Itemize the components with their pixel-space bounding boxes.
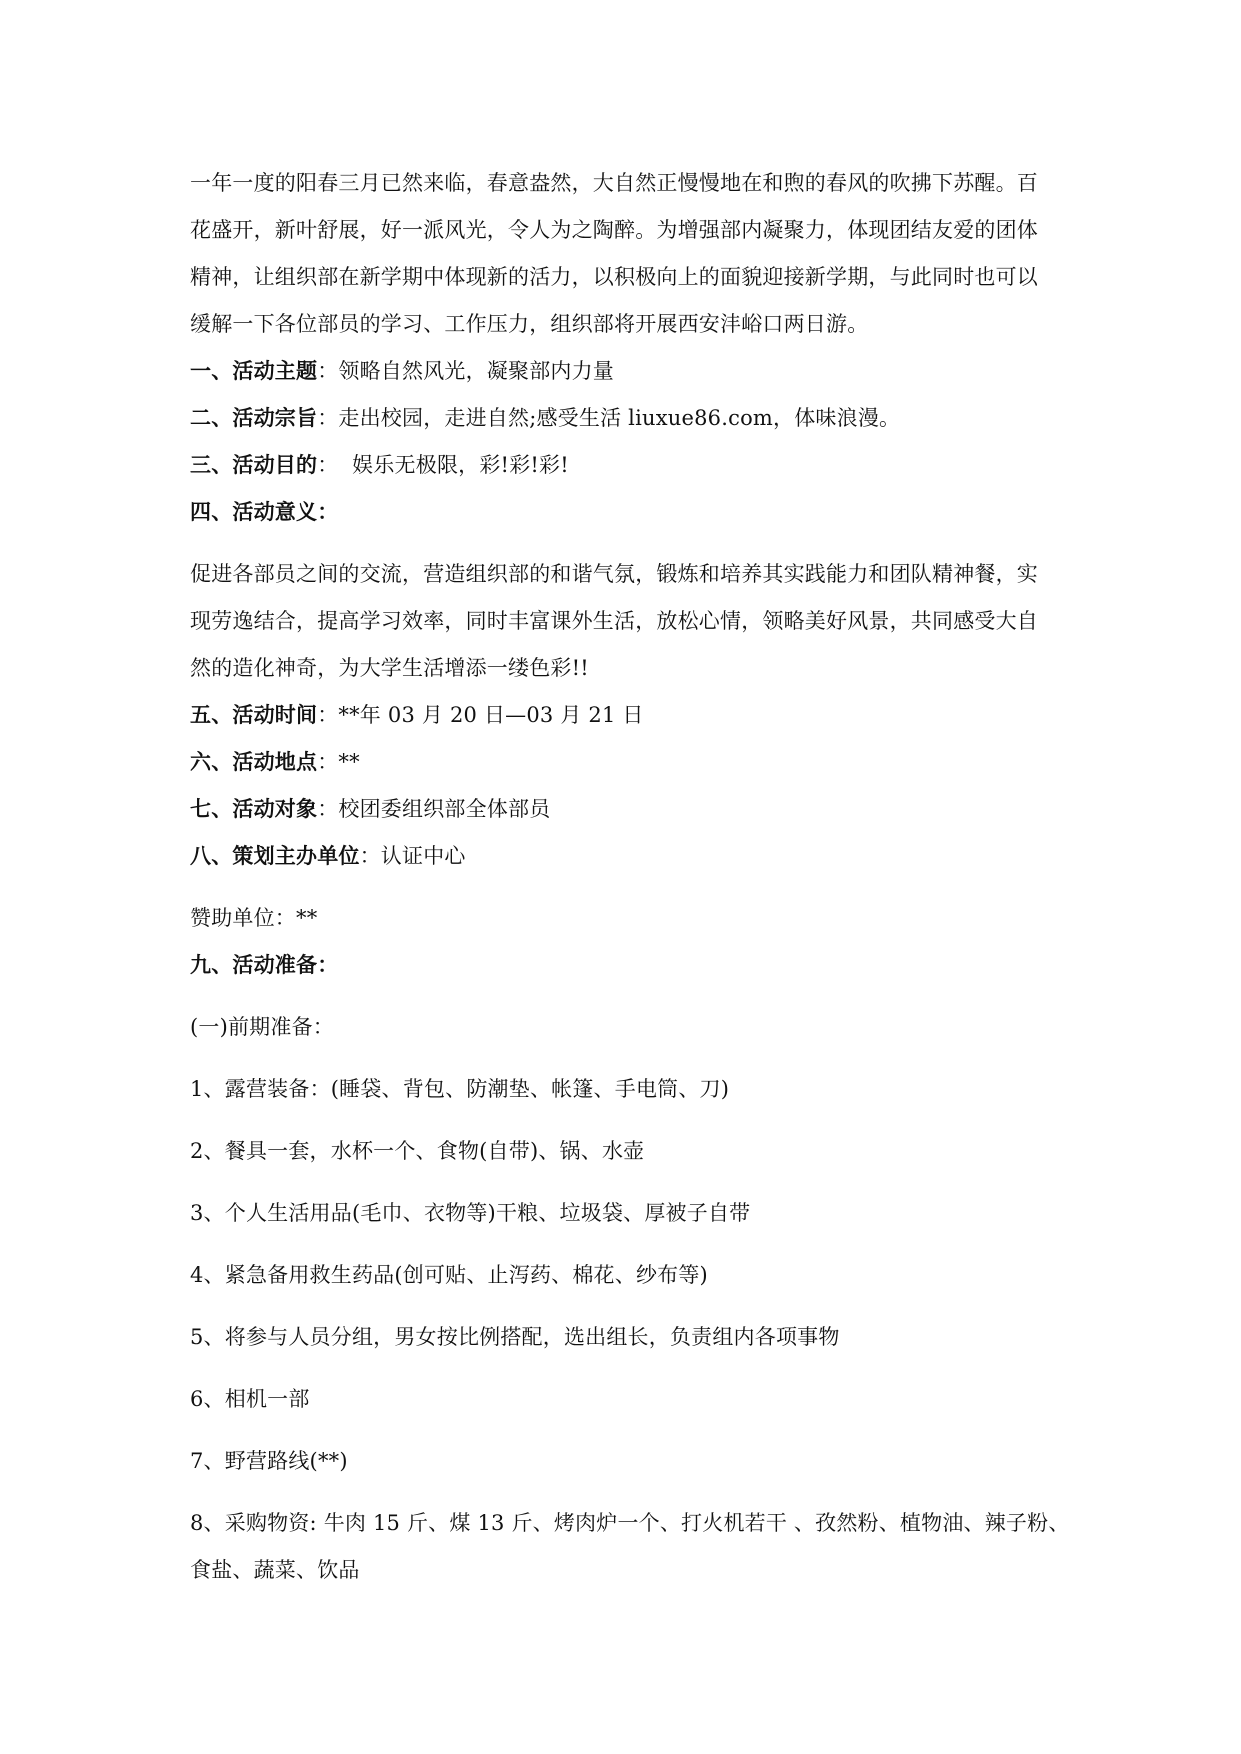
intro-line: 精神，让组织部在新学期中体现新的活力，以积极向上的面貌迎接新学期，与此同时也可以 xyxy=(190,265,1038,289)
sponsor-line: 赞助单位：** xyxy=(190,906,318,930)
section-label: 九、活动准备： xyxy=(190,953,339,977)
section-theme xyxy=(190,357,614,385)
prep-item: 2、餐具一套，水杯一个、食物(自带)、锅、水壶 xyxy=(190,1139,645,1163)
section-label: 五、活动时间 xyxy=(190,703,318,727)
meaning-line: 然的造化神奇，为大学生活增添一缕色彩!! xyxy=(190,656,589,680)
section-label: 三、活动目的 xyxy=(190,453,318,477)
section-label: 六、活动地点 xyxy=(190,750,318,774)
section-label: 二、活动宗旨 xyxy=(190,406,318,430)
section-value: ：**年 03 月 20 日—03 月 21 日 xyxy=(317,703,644,727)
section-label: 七、活动对象 xyxy=(190,797,318,821)
prep-item: 4、紧急备用救生药品(创可贴、止泻药、棉花、纱布等) xyxy=(190,1263,708,1287)
prep-item: 3、个人生活用品(毛巾、衣物等)干粮、垃圾袋、厚被子自带 xyxy=(190,1201,751,1225)
intro-line: 缓解一下各位部员的学习、工作压力，组织部将开展西安沣峪口两日游。 xyxy=(190,312,869,336)
section-label: 一、活动主题 xyxy=(190,359,318,383)
prep-item: 5、将参与人员分组，男女按比例搭配，选出组长，负责组内各项事物 xyxy=(190,1325,840,1349)
section-label: 四、活动意义： xyxy=(190,500,339,524)
prep-item: 7、野营路线(**) xyxy=(190,1449,348,1473)
section-label: 八、策划主办单位 xyxy=(190,844,360,868)
section-goal xyxy=(190,451,569,479)
section-value: ：走出校园，走进自然;感受生活 liuxue86.com，体味浪漫。 xyxy=(317,406,901,430)
meaning-line: 促进各部员之间的交流，营造组织部的和谐气氛，锻炼和培养其实践能力和团队精神餐，实 xyxy=(190,562,1038,586)
section-place xyxy=(190,748,360,776)
prep-subheading: (一)前期准备： xyxy=(190,1015,334,1039)
section-value: ：认证中心 xyxy=(359,844,466,868)
section-meaning xyxy=(190,498,338,526)
section-value: ： 娱乐无极限，彩!彩!彩! xyxy=(317,453,569,477)
meaning-line: 现劳逸结合，提高学习效率，同时丰富课外生活，放松心情，领略美好风景，共同感受大自 xyxy=(190,609,1038,633)
intro-line: 一年一度的阳春三月已然来临，春意盎然，大自然正慢慢地在和煦的春风的吹拂下苏醒。百 xyxy=(190,171,1038,195)
section-value: ：领略自然风光，凝聚部内力量 xyxy=(317,359,615,383)
prep-item: 1、露营装备：(睡袋、背包、防潮垫、帐篷、手电筒、刀) xyxy=(190,1077,730,1101)
section-time xyxy=(190,701,644,729)
prep-item: 食盐、蔬菜、饮品 xyxy=(190,1558,360,1582)
section-value: ：** xyxy=(317,750,360,774)
section-purpose xyxy=(190,404,900,432)
prep-item: 8、采购物资: 牛肉 15 斤、煤 13 斤、烤肉炉一个、打火机若干 、孜然粉、植物油、辣子粉、 xyxy=(190,1511,1070,1535)
section-prep xyxy=(190,951,338,979)
prep-item: 6、相机一部 xyxy=(190,1387,310,1411)
section-value: ：校团委组织部全体部员 xyxy=(317,797,551,821)
section-target xyxy=(190,795,550,823)
section-organizer xyxy=(190,842,466,870)
intro-line: 花盛开，新叶舒展，好一派风光，令人为之陶醉。为增强部内凝聚力，体现团结友爱的团体 xyxy=(190,218,1038,242)
